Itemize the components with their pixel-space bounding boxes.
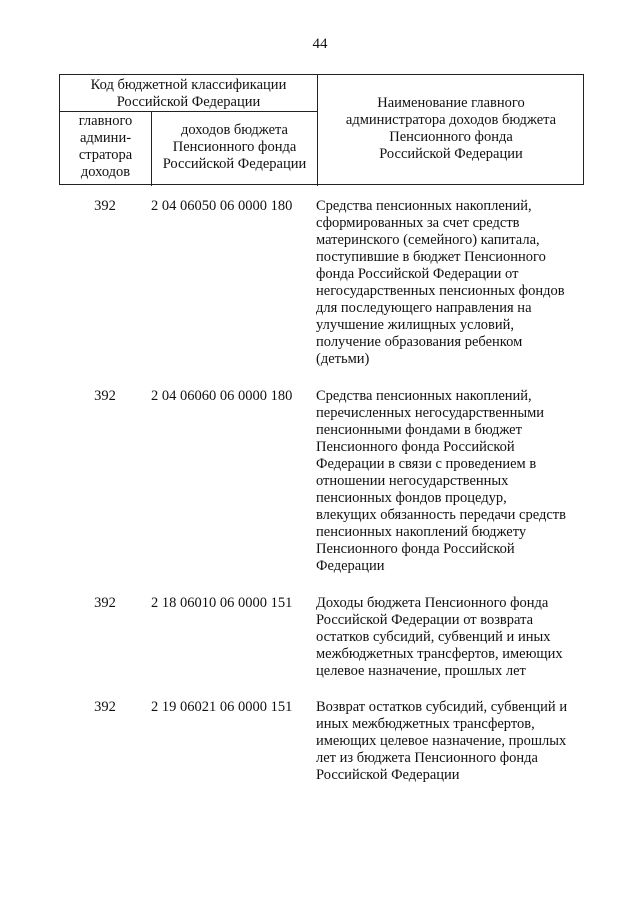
header-admin-column [60, 112, 152, 186]
description-line: получение образования ребенком [316, 334, 523, 350]
header-line: стратора [78, 147, 133, 163]
header-line: главного [78, 113, 133, 129]
description-line: сформированных за счет средств [316, 215, 520, 231]
description-line: межбюджетных трансфертов, имеющих [316, 646, 563, 662]
header-line: Пенсионного фонда [389, 129, 513, 145]
description-line: иных межбюджетных трансфертов, [316, 716, 535, 732]
admin-code: 392 [94, 388, 116, 404]
description-line: Российской Федерации от возврата [316, 612, 534, 628]
description-line: негосударственных пенсионных фондов [316, 283, 565, 299]
header-line: доходов [80, 164, 131, 180]
income-description [316, 595, 586, 680]
header-classification-group [60, 75, 318, 112]
description-line: пенсионными фондами в бюджет [316, 422, 522, 438]
admin-code: 392 [94, 699, 116, 715]
description-line: Доходы бюджета Пенсионного фонда [316, 595, 549, 611]
description-line: целевое назначение, прошлых лет [316, 663, 526, 679]
header-line: Пенсионного фонда [172, 139, 297, 155]
description-line: Пенсионного фонда Российской [316, 541, 515, 557]
description-line: пенсионных фондов процедур, [316, 490, 507, 506]
header-line: Российской Федерации [162, 156, 307, 172]
description-line: Возврат остатков субсидий, субвенций и [316, 699, 568, 715]
header-line: администратора доходов бюджета [345, 112, 557, 128]
description-line: влекущих обязанность передачи средств [316, 507, 566, 523]
income-description [316, 699, 586, 784]
description-line: Средства пенсионных накоплений, [316, 198, 532, 214]
description-line: Федерации [316, 558, 385, 574]
header-line: Российской Федерации [379, 146, 523, 162]
admin-code: 392 [94, 595, 116, 611]
income-code: 2 04 06060 06 0000 180 [151, 388, 293, 404]
description-line: фонда Российской Федерации от [316, 266, 519, 282]
header-name-column [318, 75, 584, 186]
header-line: Код бюджетной классификации [90, 77, 287, 93]
description-line: отношении негосударственных [316, 473, 509, 489]
description-line: имеющих целевое назначение, прошлых [316, 733, 567, 749]
header-line: Российской Федерации [116, 94, 261, 110]
header-line: Наименование главного [377, 95, 525, 111]
income-code: 2 18 06010 06 0000 151 [151, 595, 293, 611]
description-line: Средства пенсионных накоплений, [316, 388, 532, 404]
description-line: остатков субсидий, субвенций и иных [316, 629, 551, 645]
page-number: 44 [312, 36, 328, 52]
description-line: материнского (семейного) капитала, [316, 232, 540, 248]
admin-code: 392 [94, 198, 116, 214]
table-header [59, 74, 584, 185]
income-code: 2 04 06050 06 0000 180 [151, 198, 293, 214]
income-description [316, 388, 586, 575]
income-code: 2 19 06021 06 0000 151 [151, 699, 293, 715]
description-line: пенсионных накоплений бюджету [316, 524, 527, 540]
description-line: Федерации в связи с проведением в [316, 456, 537, 472]
header-line: админи- [79, 130, 132, 146]
description-line: улучшение жилищных условий, [316, 317, 515, 333]
income-description [316, 198, 586, 368]
description-line: (детьми) [316, 351, 370, 367]
description-line: Российской Федерации [316, 767, 460, 783]
description-line: поступившие в бюджет Пенсионного [316, 249, 546, 265]
header-income-column [152, 112, 318, 186]
description-line: лет из бюджета Пенсионного фонда [316, 750, 538, 766]
description-line: для последующего направления на [316, 300, 532, 316]
description-line: перечисленных негосударственными [316, 405, 545, 421]
description-line: Пенсионного фонда Российской [316, 439, 515, 455]
header-line: доходов бюджета [181, 122, 288, 138]
